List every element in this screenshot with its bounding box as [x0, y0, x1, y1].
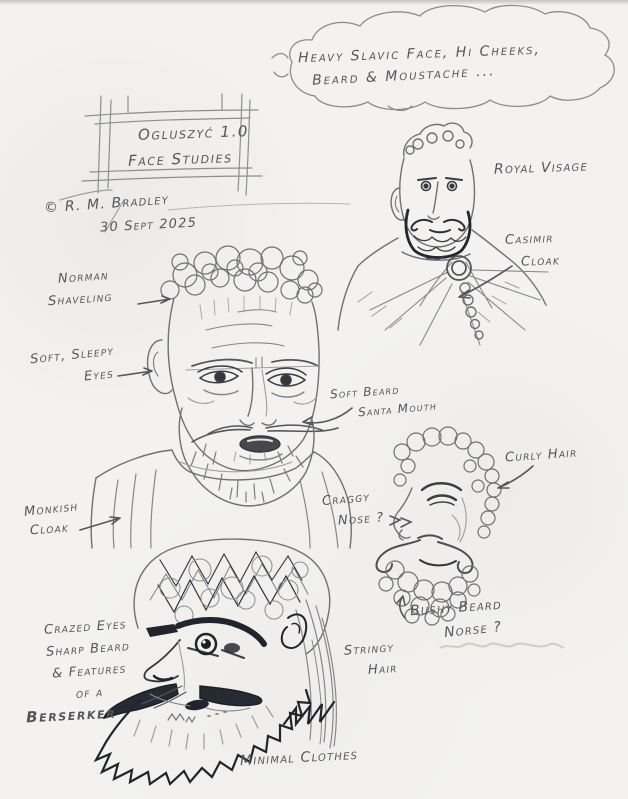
royal-moustache	[411, 220, 464, 232]
casimir-cloak-label-line2: Cloak	[520, 253, 561, 270]
soft-beard-arrow	[303, 408, 352, 425]
santa-mouth-label: Santa Mouth	[357, 398, 438, 420]
berserker-ear	[282, 614, 306, 648]
royal-face-outline	[400, 158, 475, 247]
speech-bubble-text-line2: Beard & Moustache ...	[311, 63, 496, 89]
erased-writing	[440, 644, 564, 648]
bushy-beard-label: Bushy Beard	[409, 596, 503, 620]
monk-beard	[179, 408, 314, 506]
berserker-note-line5: Berserker	[25, 703, 117, 727]
bushy-beard-arrow	[397, 596, 405, 618]
berserker-brows	[146, 620, 264, 658]
sleepy-eyes-label-line2: Eyes	[83, 366, 115, 385]
curly-hair-label: Curly Hair	[504, 445, 578, 466]
speech-bubble-text-line1: Heavy Slavic Face, Hi Cheeks,	[297, 41, 542, 67]
berserker-crazed-eye	[196, 634, 216, 654]
stringy-hair-label-line2: Hair	[367, 660, 399, 679]
berserker-note-line1: Crazed Eyes	[43, 617, 128, 638]
soft-beard-label: Soft Beard	[329, 382, 401, 402]
royal-visage-label: Royal Visage	[493, 158, 589, 178]
berserker-note-line2: Sharp Beard	[45, 639, 131, 660]
page-title-line1: Ogluszyć 1.0	[137, 122, 250, 144]
norse-label: Norse ?	[443, 618, 503, 642]
curly-hair-arrow	[498, 466, 533, 488]
monk-hair-curls	[161, 246, 322, 303]
berserker-hair	[134, 539, 330, 654]
page-title-line2: Face Studies	[127, 148, 233, 170]
berserker-note-line3: & Features	[51, 661, 128, 682]
norman-shaveling-label-line2: Shaveling	[47, 289, 114, 310]
norse-figure-drawing	[377, 427, 501, 625]
minimal-clothes-label: Minimal Clothes	[239, 746, 359, 770]
monk-figure-drawing	[91, 246, 351, 548]
royal-eyes	[418, 178, 462, 191]
monk-nose	[240, 368, 276, 425]
craggy-nose-arrow	[390, 516, 411, 527]
royal-medallion	[447, 256, 471, 280]
sleepy-eyes-arrow	[118, 368, 152, 376]
norse-face	[394, 488, 466, 542]
norman-shaveling-label-line1: Norman	[57, 268, 110, 287]
berserker-figure-drawing	[96, 539, 336, 784]
sleepy-eyes-label-line1: Soft, Sleepy	[29, 343, 115, 368]
norse-moustache	[377, 535, 473, 573]
royal-hair	[404, 123, 472, 156]
date-note: 30 Sept 2025	[99, 215, 198, 236]
stringy-hair-label-line1: Stringy	[343, 640, 395, 659]
berserker-nose	[144, 640, 184, 690]
norman-shaveling-arrow	[138, 296, 170, 304]
monkish-cloak-label-line1: Monkish	[23, 499, 80, 520]
berserker-note-line4: of a	[75, 685, 104, 702]
artist-credit: © R. M. Bradley	[43, 191, 170, 217]
norse-eye	[422, 483, 461, 505]
monk-mouth	[240, 436, 282, 460]
craggy-nose-label-line2: Nose ?	[337, 510, 385, 529]
craggy-nose-label-line1: Craggy	[321, 489, 371, 510]
monkish-cloak-label-line2: Cloak	[29, 520, 70, 539]
monk-forehead-lines	[206, 310, 284, 368]
casimir-cloak-label-line1: Casimir	[504, 231, 554, 248]
berserker-stringy-hair	[296, 600, 336, 748]
